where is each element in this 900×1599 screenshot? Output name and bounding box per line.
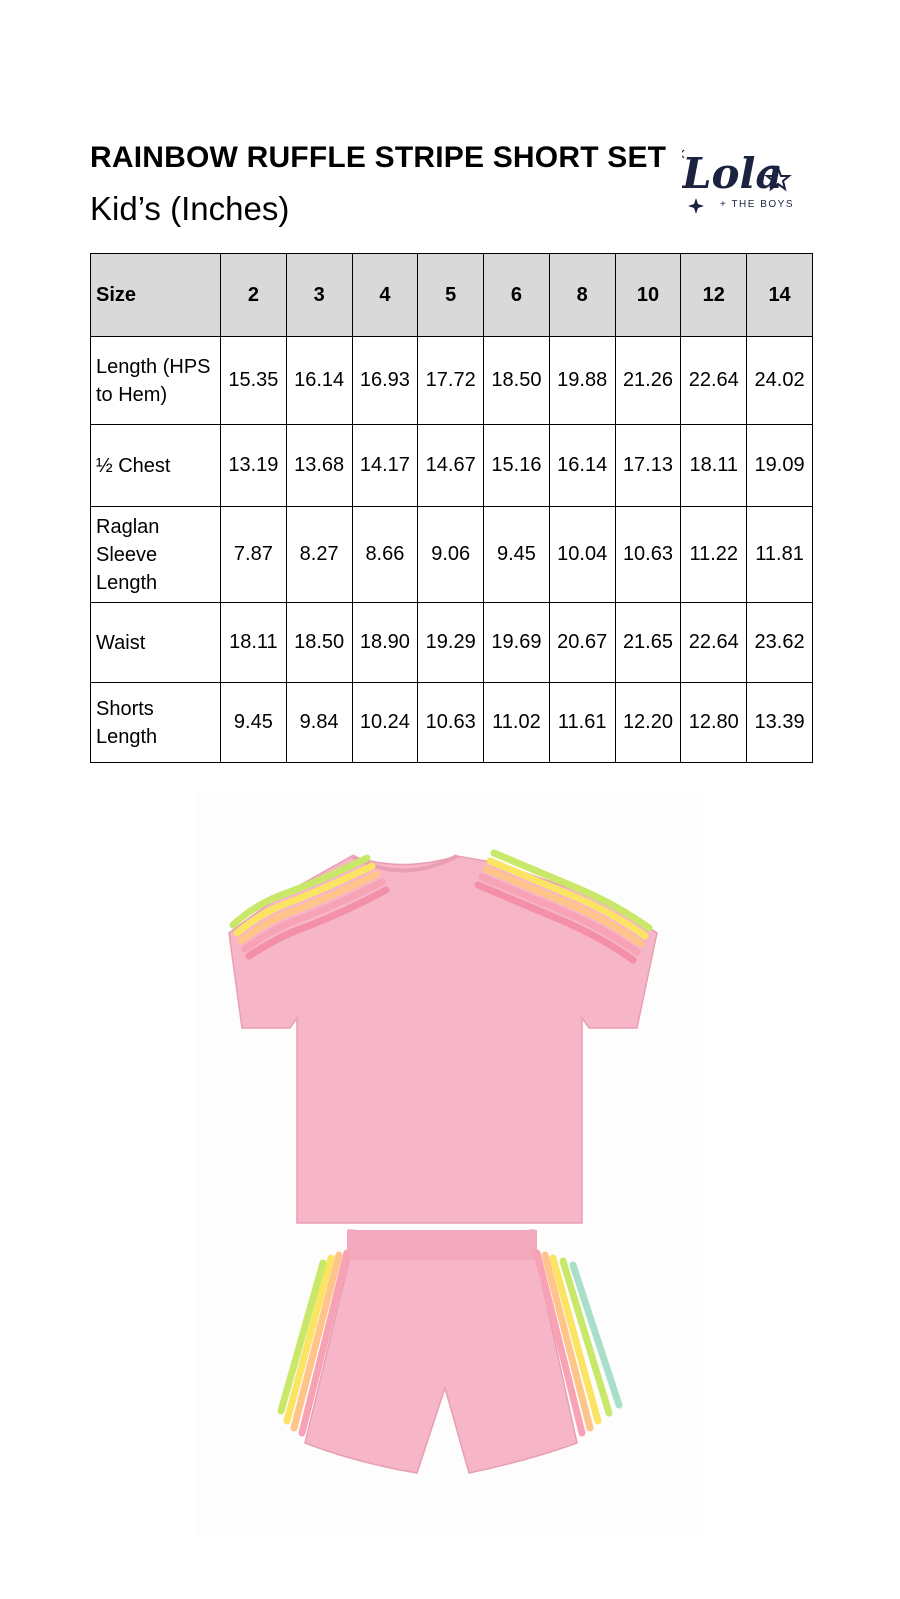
measurement-cell: 20.67 bbox=[549, 603, 615, 683]
size-col: 12 bbox=[681, 254, 747, 337]
measurement-row-length bbox=[91, 337, 813, 425]
row-label: Waist bbox=[91, 603, 221, 683]
size-chart-table bbox=[90, 253, 813, 763]
size-col: 5 bbox=[418, 254, 484, 337]
t-shirt-illustration bbox=[229, 853, 657, 1223]
measurement-cell: 10.63 bbox=[418, 683, 484, 763]
measurement-cell: 18.90 bbox=[352, 603, 418, 683]
product-photo bbox=[197, 793, 703, 1537]
measurement-cell: 18.50 bbox=[286, 603, 352, 683]
size-col: 4 bbox=[352, 254, 418, 337]
measurement-row-sleeve bbox=[91, 507, 813, 603]
measurement-cell: 8.27 bbox=[286, 507, 352, 603]
size-col: 6 bbox=[484, 254, 550, 337]
measurement-cell: 16.14 bbox=[286, 337, 352, 425]
measurement-cell: 13.19 bbox=[221, 425, 287, 507]
measurement-cell: 21.26 bbox=[615, 337, 681, 425]
measurement-cell: 10.04 bbox=[549, 507, 615, 603]
row-label: Shorts Length bbox=[91, 683, 221, 763]
chart-subtitle: Kid’s (Inches) bbox=[90, 190, 290, 227]
product-title: RAINBOW RUFFLE STRIPE SHORT SET bbox=[90, 141, 667, 174]
measurement-cell: 19.69 bbox=[484, 603, 550, 683]
measurement-cell: 13.39 bbox=[747, 683, 813, 763]
measurement-cell: 10.63 bbox=[615, 507, 681, 603]
measurement-cell: 24.02 bbox=[747, 337, 813, 425]
measurement-cell: 9.45 bbox=[221, 683, 287, 763]
measurement-cell: 22.64 bbox=[681, 603, 747, 683]
measurement-cell: 9.06 bbox=[418, 507, 484, 603]
measurement-row-waist bbox=[91, 603, 813, 683]
measurement-cell: 11.22 bbox=[681, 507, 747, 603]
measurement-cell: 8.66 bbox=[352, 507, 418, 603]
measurement-cell: 12.20 bbox=[615, 683, 681, 763]
size-col: 14 bbox=[747, 254, 813, 337]
row-label: Length (HPS to Hem) bbox=[91, 337, 221, 425]
measurement-cell: 18.11 bbox=[221, 603, 287, 683]
measurement-row-shorts bbox=[91, 683, 813, 763]
measurement-cell: 13.68 bbox=[286, 425, 352, 507]
size-header-label: Size bbox=[91, 254, 221, 337]
row-label: ½ Chest bbox=[91, 425, 221, 507]
measurement-cell: 22.64 bbox=[681, 337, 747, 425]
measurement-cell: 19.88 bbox=[549, 337, 615, 425]
measurement-cell: 23.62 bbox=[747, 603, 813, 683]
measurement-cell: 16.14 bbox=[549, 425, 615, 507]
brand-logo bbox=[682, 140, 822, 230]
measurement-cell: 16.93 bbox=[352, 337, 418, 425]
measurement-cell: 17.13 bbox=[615, 425, 681, 507]
size-col: 10 bbox=[615, 254, 681, 337]
size-col: 3 bbox=[286, 254, 352, 337]
measurement-cell: 21.65 bbox=[615, 603, 681, 683]
measurement-cell: 17.72 bbox=[418, 337, 484, 425]
measurement-cell: 11.81 bbox=[747, 507, 813, 603]
measurement-row-chest bbox=[91, 425, 813, 507]
row-label: Raglan Sleeve Length bbox=[91, 507, 221, 603]
measurement-cell: 11.61 bbox=[549, 683, 615, 763]
measurement-cell: 19.09 bbox=[747, 425, 813, 507]
brand-name: Lola bbox=[682, 149, 783, 198]
measurement-cell: 9.45 bbox=[484, 507, 550, 603]
brand-tagline: + THE BOYS bbox=[720, 199, 795, 210]
measurement-cell: 15.16 bbox=[484, 425, 550, 507]
measurement-cell: 14.67 bbox=[418, 425, 484, 507]
measurement-cell: 10.24 bbox=[352, 683, 418, 763]
size-col: 2 bbox=[221, 254, 287, 337]
measurement-cell: 12.80 bbox=[681, 683, 747, 763]
measurement-cell: 18.50 bbox=[484, 337, 550, 425]
shorts-illustration bbox=[281, 1230, 619, 1473]
measurement-cell: 19.29 bbox=[418, 603, 484, 683]
measurement-cell: 7.87 bbox=[221, 507, 287, 603]
measurement-cell: 14.17 bbox=[352, 425, 418, 507]
small-star-icon bbox=[688, 198, 704, 214]
measurement-cell: 11.02 bbox=[484, 683, 550, 763]
measurement-cell: 15.35 bbox=[221, 337, 287, 425]
size-col: 8 bbox=[549, 254, 615, 337]
measurement-cell: 18.11 bbox=[681, 425, 747, 507]
size-header-row bbox=[91, 254, 813, 337]
measurement-cell: 9.84 bbox=[286, 683, 352, 763]
